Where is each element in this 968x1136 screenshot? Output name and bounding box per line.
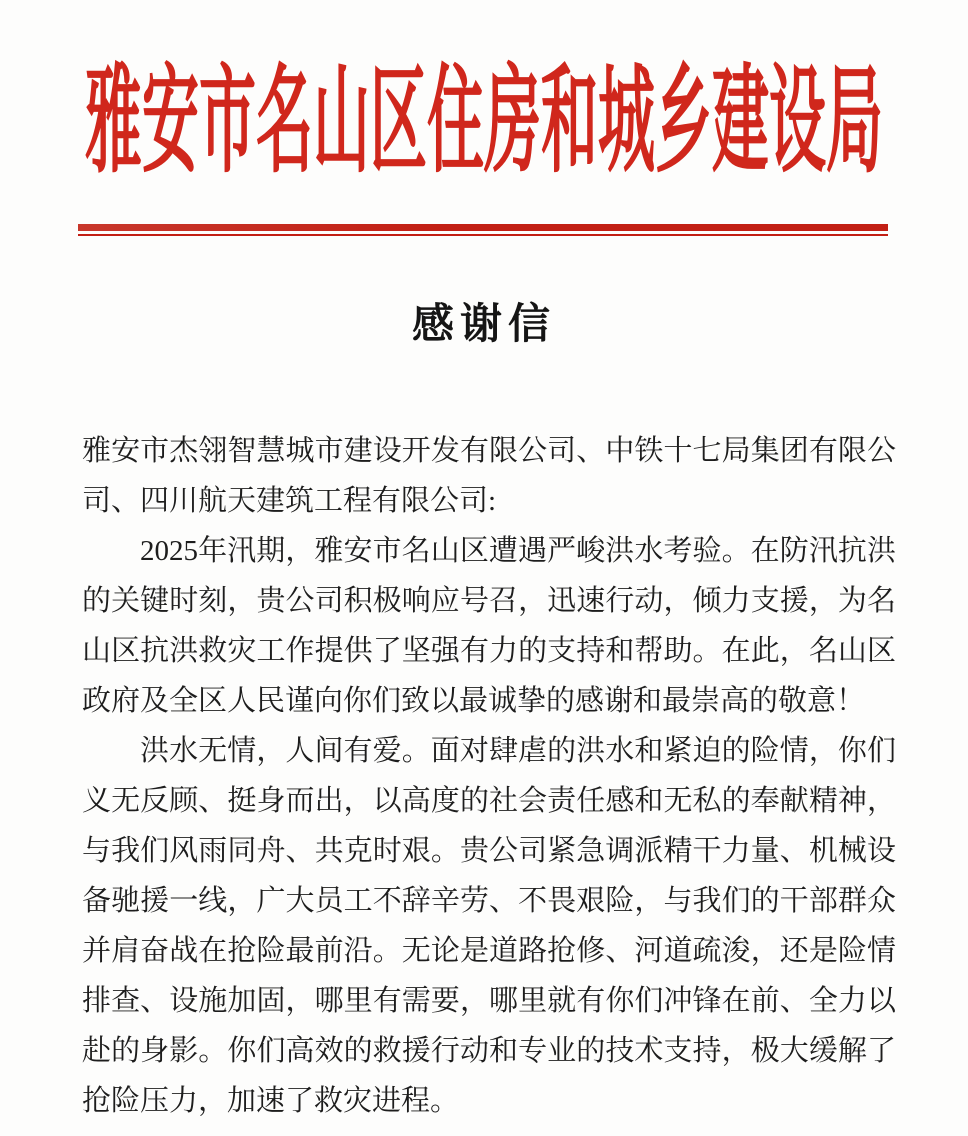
body-line: 2025年汛期，雅安市名山区遭遇严峻洪水考验。在防汛抗洪 xyxy=(140,535,896,567)
body-line: 政府及全区人民谨向你们致以最诚挚的感谢和最崇高的敬意！ xyxy=(82,685,866,717)
letter-title: 感谢信 xyxy=(411,302,556,348)
red-divider xyxy=(78,224,888,236)
body-line: 义无反顾、挺身而出，以高度的社会责任感和无私的奉献精神， xyxy=(82,785,896,817)
body-line: 与我们风雨同舟、共克时艰。贵公司紧急调派精干力量、机械设 xyxy=(82,835,896,867)
body-line: 赴的身影。你们高效的救援行动和专业的技术支持，极大缓解了 xyxy=(82,1035,896,1067)
body-line: 备驰援一线，广大员工不辞辛劳、不畏艰险，与我们的干部群众 xyxy=(82,885,896,917)
body-line-last: 抢险压力，加速了救灾进程。 xyxy=(82,1085,460,1117)
body-line-salutation-1: 雅安市杰翎智慧城市建设开发有限公司、中铁十七局集团有限公 xyxy=(82,435,896,467)
body-line: 并肩奋战在抢险最前沿。无论是道路抢修、河道疏浚，还是险情 xyxy=(82,935,896,967)
body-line: 排查、设施加固，哪里有需要，哪里就有你们冲锋在前、全力以 xyxy=(82,985,896,1017)
body-line: 山区抗洪救灾工作提供了坚强有力的支持和帮助。在此，名山区 xyxy=(82,635,896,667)
letterhead xyxy=(0,0,968,224)
body-line: 的关键时刻，贵公司积极响应号召，迅速行动，倾力支援，为名 xyxy=(82,585,896,617)
agency-name: 雅安市名山区住房和城乡建设局 xyxy=(85,58,883,188)
divider-thick-rule xyxy=(78,224,888,231)
divider-thin-rule xyxy=(78,234,888,236)
body-line-salutation-2: 司、四川航天建筑工程有限公司: xyxy=(82,485,497,517)
letter-body xyxy=(82,426,896,1126)
body-line: 洪水无情，人间有爱。面对肆虐的洪水和紧迫的险情，你们 xyxy=(140,735,896,767)
